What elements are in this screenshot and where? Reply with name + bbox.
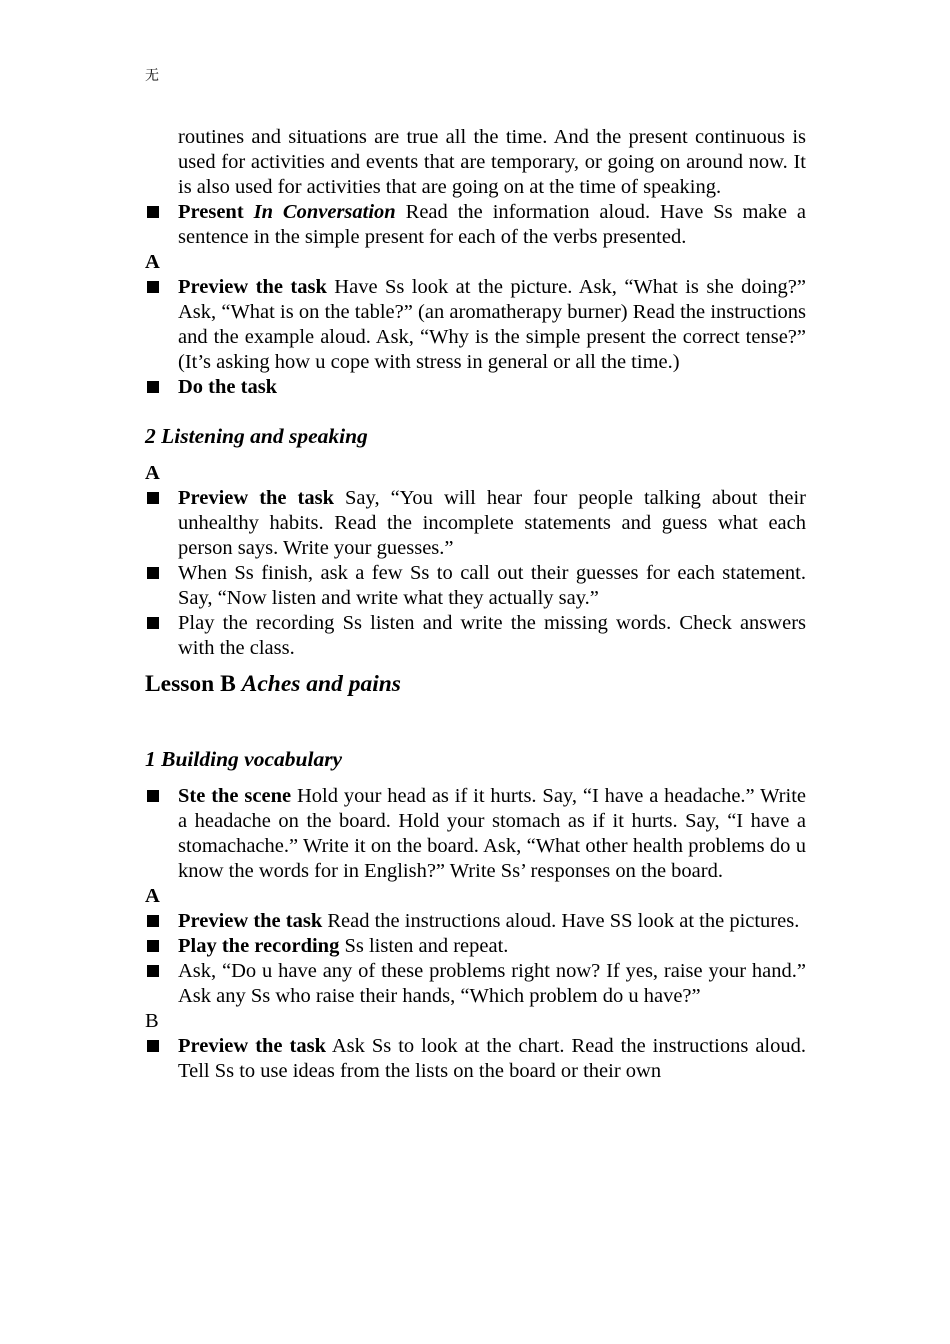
item-text: Say, “You will hear four people talking about their unhealthy habits. Read the incomplete statements and guess what each person says. Write your guesses.” (178, 487, 807, 559)
item-lead: Preview the task (178, 1035, 326, 1057)
list-item (145, 611, 806, 661)
item-lead: Preview the task (178, 276, 327, 298)
exercise-letter: B (145, 1010, 159, 1032)
list-item (145, 561, 806, 611)
item-text: When Ss finish, ask a few Ss to call out their guesses for each statement. Say, “Now listen and write what they actually say.” (178, 562, 806, 609)
item-lead: Preview the task (178, 487, 335, 509)
square-bullet-icon (147, 617, 159, 629)
item-text: Play the recording Ss listen and write the missing words. Check answers with the class. (178, 612, 806, 659)
section-heading: 1 Building vocabulary (145, 747, 343, 771)
square-bullet-icon (147, 567, 159, 579)
list-item (145, 375, 806, 400)
list-item (145, 200, 806, 250)
lesson-prefix: Lesson B (145, 671, 236, 697)
item-text: Ask, “Do u have any of these problems right now? If yes, raise your hand.” Ask any Ss who raise their hands, “Which problem do u have?” (178, 960, 806, 1007)
item-text: Have Ss look at the picture. Ask, “What is she doing?” Ask, “What is on the table?” (an aromatherapy burner) Read the instructions and the example aloud. Ask, “Why is the simple present the correct tense?” (It’s asking how u cope with stress in general or all the time.) (178, 276, 806, 373)
lesson-title: Aches and pains (241, 671, 401, 697)
list-item (145, 909, 806, 934)
item-text: Read the information aloud. Have Ss make a sentence in the simple present for each of the verbs presented. (178, 201, 806, 248)
continuation-paragraph: routines and situations are true all the time. And the present continuous is used for activities and events that are temporary, or going on around now. It is also used for activities that are going on at the time of speaking. (178, 126, 806, 198)
item-lead: Play the recording (178, 935, 340, 957)
item-lead: Ste the scene (178, 785, 292, 807)
exercise-letter: A (145, 885, 160, 907)
list-item (145, 1034, 806, 1084)
exercise-letter: A (145, 462, 160, 484)
list-item (145, 486, 806, 561)
item-lead: Do the task (178, 376, 278, 398)
section-heading: 2 Listening and speaking (145, 424, 368, 448)
item-lead: Present (178, 201, 244, 223)
header-mark: 无 (145, 68, 159, 84)
square-bullet-icon (147, 492, 159, 504)
item-text: Ss listen and repeat. (339, 935, 509, 957)
square-bullet-icon (147, 281, 159, 293)
square-bullet-icon (147, 381, 159, 393)
square-bullet-icon (147, 940, 159, 952)
item-text: Hold your head as if it hurts. Say, “I have a headache.” Write a headache on the board. Hold your stomach as if it hurts. Say, “I have a stomachache.” Write it on the board. Ask, “What other health problems do u know the words for in English?” Write Ss’ responses on the board. (178, 785, 806, 882)
lesson-heading (145, 672, 806, 697)
item-text: Ask Ss to look at the chart. Read the instructions aloud. Tell Ss to use ideas from the lists on the board or their own (178, 1035, 806, 1082)
list-item (145, 275, 806, 375)
item-lead-italic: In Conversation (253, 201, 396, 223)
square-bullet-icon (147, 965, 159, 977)
list-item (145, 959, 806, 1009)
square-bullet-icon (147, 915, 159, 927)
square-bullet-icon (147, 206, 159, 218)
document-body (145, 125, 806, 1084)
exercise-letter: A (145, 251, 160, 273)
item-text: Read the instructions aloud. Have SS look at the pictures. (322, 910, 800, 932)
item-lead: Preview the task (178, 910, 323, 932)
list-item (145, 934, 806, 959)
list-item (145, 784, 806, 884)
square-bullet-icon (147, 1040, 159, 1052)
square-bullet-icon (147, 790, 159, 802)
